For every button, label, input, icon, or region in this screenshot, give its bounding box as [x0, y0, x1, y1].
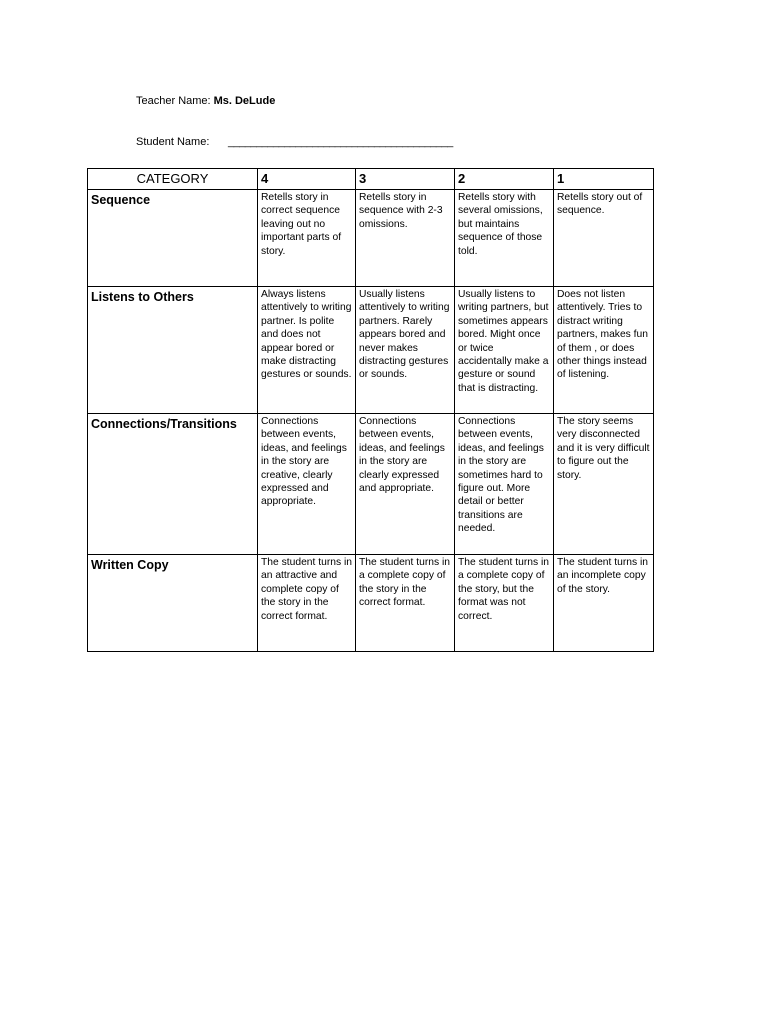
table-cell: Usually listens to writing partners, but sometimes appears bored. Might once or twice accidentally make a gesture or sound that is distracting.	[455, 287, 554, 414]
student-name-line	[136, 136, 453, 148]
category-cell: Listens to Others	[88, 287, 258, 414]
table-cell: Always listens attentively to writing partner. Is polite and does not appear bored or make distracting gestures or sounds.	[258, 287, 356, 414]
column-header-score-2: 2	[455, 169, 554, 190]
teacher-name-label: Teacher Name:	[136, 95, 211, 107]
table-cell: Retells story in correct sequence leaving out no important parts of story.	[258, 190, 356, 287]
column-header-score-4: 4	[258, 169, 356, 190]
category-cell: Connections/Transitions	[88, 414, 258, 555]
table-row	[88, 414, 654, 555]
table-cell: Connections between events, ideas, and feelings in the story are creative, clearly expressed and appropriate.	[258, 414, 356, 555]
student-name-blank: ________________________________________	[228, 136, 453, 148]
table-cell: The student turns in a complete copy of the story, but the format was not correct.	[455, 555, 554, 652]
table-cell: The student turns in an attractive and complete copy of the story in the correct format.	[258, 555, 356, 652]
student-name-label: Student Name:	[136, 136, 210, 148]
table-cell: Retells story out of sequence.	[554, 190, 654, 287]
table-cell: The story seems very disconnected and it is very difficult to figure out the story.	[554, 414, 654, 555]
table-cell: Retells story in sequence with 2-3 omissions.	[356, 190, 455, 287]
table-cell: Connections between events, ideas, and feelings in the story are sometimes hard to figure out. More detail or better transitions are needed.	[455, 414, 554, 555]
teacher-name-line	[136, 95, 275, 107]
category-cell: Written Copy	[88, 555, 258, 652]
header-row	[88, 169, 654, 190]
table-cell: Connections between events, ideas, and feelings in the story are clearly expressed and appropriate.	[356, 414, 455, 555]
column-header-score-1: 1	[554, 169, 654, 190]
rubric-table	[87, 168, 654, 652]
category-cell: Sequence	[88, 190, 258, 287]
table-cell: The student turns in an incomplete copy of the story.	[554, 555, 654, 652]
column-header-score-3: 3	[356, 169, 455, 190]
table-row	[88, 555, 654, 652]
table-cell: Usually listens attentively to writing partners. Rarely appears bored and never makes distracting gestures or sounds.	[356, 287, 455, 414]
column-header-category: CATEGORY	[88, 169, 258, 190]
table-cell: Retells story with several omissions, but maintains sequence of those told.	[455, 190, 554, 287]
table-cell: The student turns in a complete copy of the story in the correct format.	[356, 555, 455, 652]
table-row	[88, 190, 654, 287]
table-row	[88, 287, 654, 414]
teacher-name-value: Ms. DeLude	[213, 95, 276, 107]
table-cell: Does not listen attentively. Tries to distract writing partners, makes fun of them , or does other things instead of listening.	[554, 287, 654, 414]
